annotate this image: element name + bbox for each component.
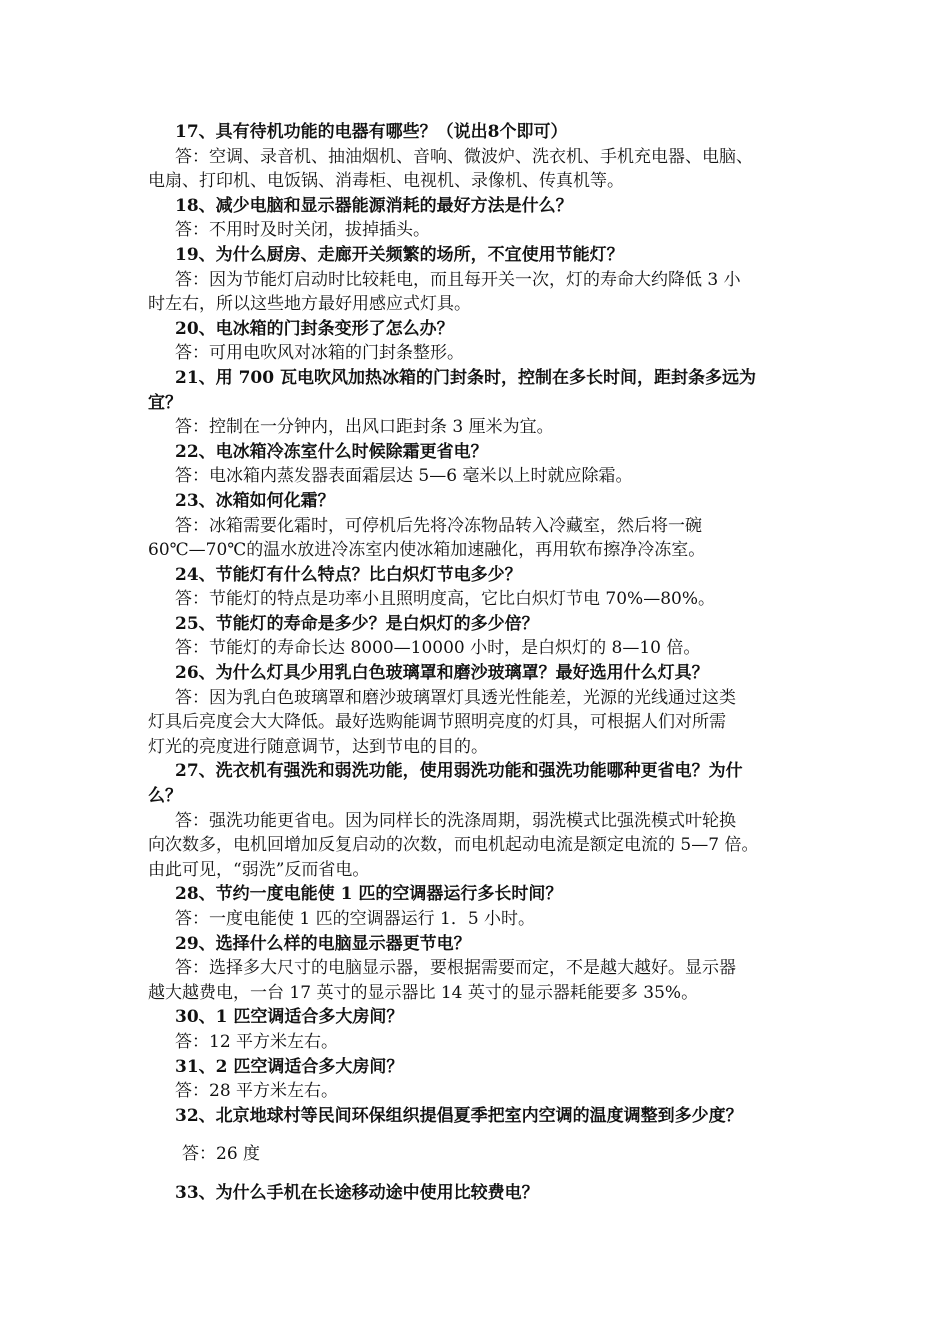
answer-line: 答：冰箱需要化霜时，可停机后先将冷冻物品转入冷藏室，然后将一碗 [175, 515, 702, 536]
answer-line: 电扇、打印机、电饭锅、消毒柜、电视机、录像机、传真机等。 [148, 171, 624, 192]
question-line: 21、用 700 瓦电吹风加热冰箱的门封条时，控制在多长时间，距封条多远为 [175, 367, 756, 388]
answer-line: 答：26 度 [182, 1144, 261, 1165]
question-line: 23、冰箱如何化霜？ [175, 490, 335, 511]
answer-line: 答：28 平方米左右。 [175, 1081, 339, 1102]
qa-content [148, 120, 808, 1206]
answer-line: 答：强洗功能更省电。因为同样长的洗涤周期，弱洗模式比强洗模式叶轮换 [175, 810, 736, 831]
answer-line: 答：空调、录音机、抽油烟机、音响、微波炉、洗衣机、手机充电器、电脑、 [175, 146, 753, 167]
question-line: 31、2 匹空调适合多大房间？ [175, 1056, 404, 1077]
question-line: 32、北京地球村等民间环保组织提倡夏季把室内空调的温度调整到多少度？ [175, 1105, 743, 1126]
answer-line: 灯光的亮度进行随意调节，达到节电的目的。 [148, 736, 488, 757]
answer-line: 答：因为节能灯启动时比较耗电，而且每开关一次，灯的寿命大约降低 3 小 [175, 269, 741, 290]
answer-line: 向次数多，电机回增加反复启动的次数，而电机起动电流是额定电流的 5—7 倍。 [148, 835, 759, 856]
answer-line: 答：一度电能使 1 匹的空调器运行 1．5 小时。 [175, 909, 536, 929]
question-line: 33、为什么手机在长途移动途中使用比较费电？ [175, 1182, 539, 1203]
question-line: 22、电冰箱冷冻室什么时候除霜更省电？ [175, 441, 488, 462]
answer-line: 答：电冰箱内蒸发器表面霜层达 5—6 毫米以上时就应除霜。 [175, 466, 633, 487]
question-line: 18、减少电脑和显示器能源消耗的最好方法是什么？ [175, 195, 573, 216]
answer-line: 答：12 平方米左右。 [175, 1031, 339, 1052]
question-line: 宜？ [148, 392, 182, 413]
answer-line: 答：不用时及时关闭，拔掉插头。 [175, 220, 430, 241]
question-line: 30、1 匹空调适合多大房间？ [175, 1007, 404, 1028]
answer-line: 答：可用电吹风对冰箱的门封条整形。 [175, 343, 464, 364]
answer-line: 60℃—70℃的温水放进冷冻室内使冰箱加速融化，再用软布擦净冷冻室。 [148, 540, 706, 561]
question-line: 24、节能灯有什么特点？比白炽灯节电多少？ [175, 564, 522, 585]
question-line: 27、洗衣机有强洗和弱洗功能，使用弱洗功能和强洗功能哪种更省电？为什 [175, 761, 743, 782]
question-line: 25、节能灯的寿命是多少？是白炽灯的多少倍？ [175, 613, 539, 634]
question-line: 19、为什么厨房、走廊开关频繁的场所，不宜使用节能灯？ [175, 244, 624, 265]
answer-line: 由此可见，“弱洗”反而省电。 [148, 859, 370, 880]
answer-line: 答：节能灯的特点是功率小且照明度高，它比白炽灯节电 70%—80%。 [175, 589, 715, 610]
question-line: 26、为什么灯具少用乳白色玻璃罩和磨沙玻璃罩？最好选用什么灯具？ [175, 663, 709, 684]
question-line: 17、具有待机功能的电器有哪些？（说出8个即可） [175, 122, 568, 142]
answer-line: 答：控制在一分钟内，出风口距封条 3 厘米为宜。 [175, 417, 554, 438]
question-line: 20、电冰箱的门封条变形了怎么办？ [175, 318, 454, 339]
answer-line: 答：节能灯的寿命长达 8000—10000 小时，是白炽灯的 8—10 倍。 [175, 638, 701, 659]
question-line: 28、节约一度电能使 1 匹的空调器运行多长时间？ [175, 884, 563, 905]
answer-line: 答：选择多大尺寸的电脑显示器，要根据需要而定，不是越大越好。显示器 [175, 958, 736, 979]
answer-line: 答：因为乳白色玻璃罩和磨沙玻璃罩灯具透光性能差，光源的光线通过这类 [175, 687, 736, 708]
answer-line: 灯具后亮度会大大降低。最好选购能调节照明亮度的灯具，可根据人们对所需 [148, 712, 726, 733]
answer-line: 时左右，所以这些地方最好用感应式灯具。 [148, 294, 471, 315]
question-line: 29、选择什么样的电脑显示器更节电？ [175, 933, 471, 954]
question-line: 么？ [148, 786, 182, 807]
answer-line: 越大越费电，一台 17 英寸的显示器比 14 英寸的显示器耗能要多 35%。 [148, 982, 699, 1003]
